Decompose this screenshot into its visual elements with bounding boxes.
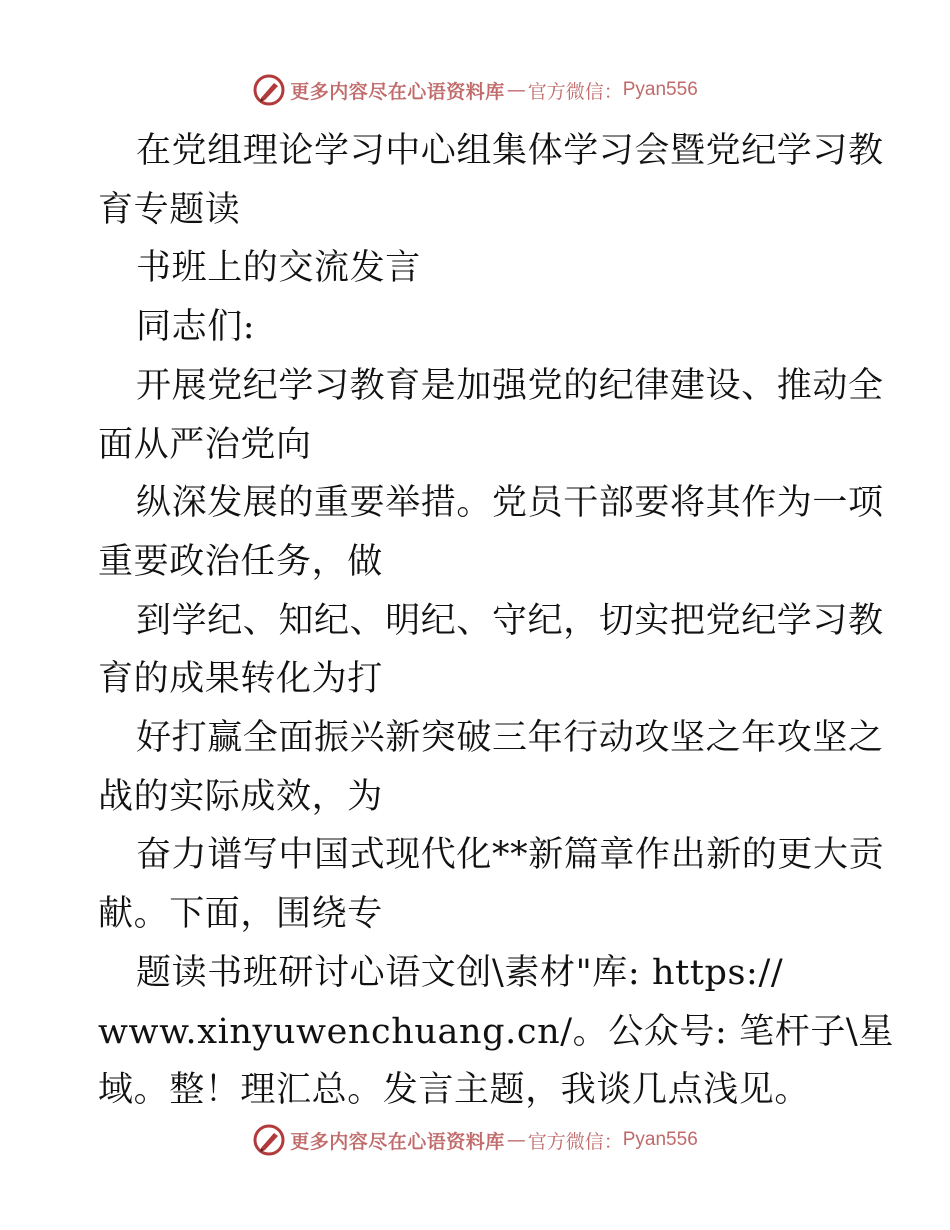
wechat-id: Pyan556 — [622, 1129, 698, 1150]
text-line: 开展党纪学习教育是加强党的纪律建设、推动全 — [136, 365, 884, 406]
banner-separator: — — [506, 79, 526, 101]
text-line: 在党组理论学习中心组集体学习会暨党纪学习教 — [136, 131, 884, 171]
pen-logo-icon — [252, 73, 286, 107]
text-line: 育的成果转化为打 — [98, 659, 383, 700]
text-line: 同志们: — [136, 307, 256, 348]
text-line: 域。整！理汇总。发言主题，我谈几点浅见。 — [98, 1070, 811, 1111]
text-line: 奋力谱写中国式现代化**新篇章作出新的更大贡 — [136, 835, 885, 876]
pen-logo-icon — [252, 1123, 286, 1157]
text-line: 好打赢全面振兴新突破三年行动攻坚之年攻坚之 — [136, 718, 884, 759]
text-line: 重要政治任务，做 — [98, 541, 383, 582]
site-name-text: 更多内容尽在心语资料库 — [290, 1130, 505, 1153]
wechat-label: 官方微信： — [527, 80, 623, 103]
text-line: 献。下面，围绕专 — [98, 894, 383, 935]
text-line: 面从严治党向 — [98, 424, 312, 465]
site-name-text: 更多内容尽在心语资料库 — [290, 80, 505, 103]
header-watermark-banner — [0, 68, 950, 112]
text-line: 到学纪、知纪、明纪、守纪，切实把党纪学习教 — [136, 600, 884, 641]
banner-separator: — — [506, 1129, 526, 1151]
text-line: 育专题读 — [98, 189, 241, 230]
text-line: 题读书班研讨心语文创\素材"库: https:// — [136, 952, 784, 993]
wechat-id: Pyan556 — [622, 79, 698, 100]
text-line: 书班上的交流发言 — [136, 248, 421, 289]
document-body — [98, 122, 894, 1120]
text-line: 纵深发展的重要举措。党员干部要将其作为一项 — [136, 483, 884, 524]
text-line: www.xinyuwenchuang.cn/。公众号: 笔杆子\星 — [98, 1011, 894, 1052]
text-line: 战的实际成效，为 — [98, 776, 383, 817]
wechat-label: 官方微信： — [527, 1130, 623, 1153]
footer-watermark-banner — [0, 1118, 950, 1162]
